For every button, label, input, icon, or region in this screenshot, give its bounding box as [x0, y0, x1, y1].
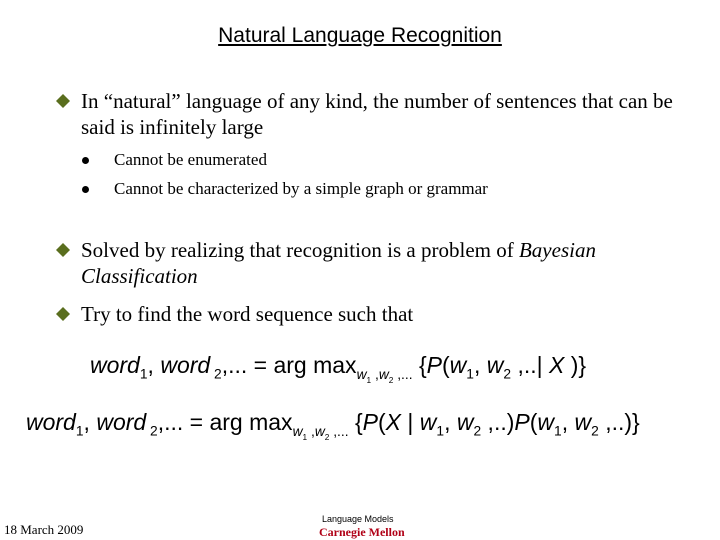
equation-2: word$_1$, word $_2$,... = arg $\max_{w_1 ,w_2 ,...} \{P(X$ | $w_1$, $w_2$ $,..)P(w_1$, $w_2$ ,..)} — [26, 409, 640, 442]
bullet-1 — [56, 88, 696, 140]
bullet-1-text: In “natural” language of any kind, the number of sentences that can be said is infinitely large — [81, 89, 673, 139]
bullet-3 — [56, 301, 696, 327]
diamond-bullet-icon — [56, 307, 70, 321]
bullet-2 — [56, 237, 696, 289]
bullet-2-plain: Solved by realizing that recognition is a problem of — [81, 238, 519, 262]
sub-bullet-2 — [82, 179, 488, 199]
footer-course: Language Models — [322, 514, 394, 524]
sub-bullet-1-text: Cannot be enumerated — [114, 150, 267, 169]
slide-title: Natural Language Recognition — [218, 24, 502, 47]
bullet-2-italic: Bayesian Classification — [81, 238, 596, 288]
sub-bullet-2-text: Cannot be characterized by a simple graph or grammar — [114, 179, 488, 198]
carnegie-mellon-logo: Carnegie Mellon — [319, 525, 405, 539]
dot-bullet-icon — [82, 157, 89, 164]
dot-bullet-icon — [82, 186, 89, 193]
bullet-2-text — [81, 237, 696, 289]
sub-bullet-1 — [82, 150, 267, 170]
footer-date: 18 March 2009 — [4, 522, 84, 537]
diamond-bullet-icon — [56, 94, 70, 108]
diamond-bullet-icon — [56, 243, 70, 257]
equation-1: word$_1$, word $_2$,... = arg $\max_{w_1 ,w_2 ,...} \{P(w_1$, $w_2$ ,..| X )} — [90, 352, 587, 385]
bullet-3-text: Try to find the word sequence such that — [81, 302, 414, 326]
